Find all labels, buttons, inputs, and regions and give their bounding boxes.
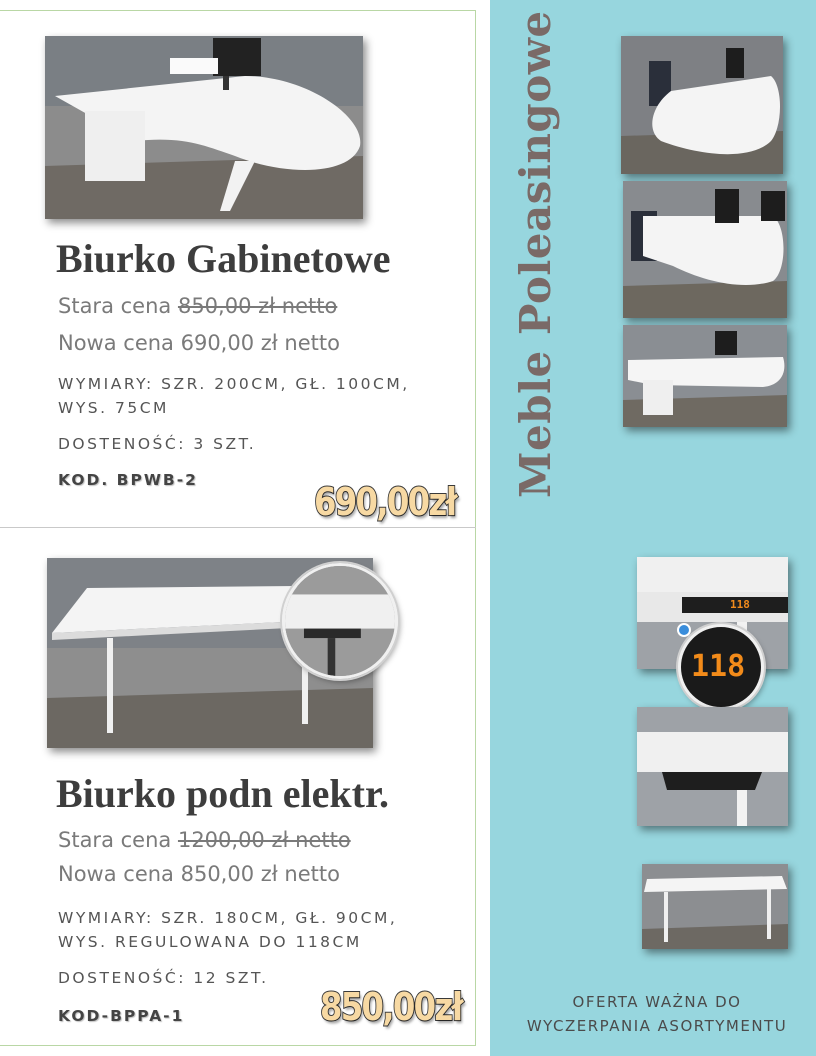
- product2-title: Biurko podn elektr.: [56, 771, 390, 816]
- product2-thumb-3: [642, 864, 788, 949]
- product2-availability: DOSTENOŚĆ: 12 SZT.: [58, 969, 269, 987]
- product2-thumb-2: [637, 707, 788, 826]
- product1-old-price-value: 850,00 zł netto: [177, 294, 338, 318]
- section-divider: [0, 527, 476, 528]
- product2-old-price: [58, 828, 351, 852]
- product1-title: Biurko Gabinetowe: [56, 236, 391, 281]
- zoom-indicator-dot: [677, 623, 691, 637]
- product2-dimensions-line1: WYMIARY: SZR. 180CM, GŁ. 90CM,: [58, 909, 398, 927]
- product1-thumb-2: [623, 181, 787, 318]
- product1-availability: DOSTENOŚĆ: 3 SZT.: [58, 435, 257, 453]
- display-zoom-digits: 118: [691, 649, 746, 684]
- product1-old-price-label: Stara cena: [58, 294, 172, 318]
- offer-line-2: WYCZERPANIA ASORTYMENTU: [526, 1017, 788, 1035]
- product1-thumb-1: [621, 36, 783, 174]
- product2-price-badge: 850,00zł: [320, 985, 462, 1029]
- product1-main-photo: [45, 36, 363, 219]
- product2-old-price-value: 1200,00 zł netto: [177, 828, 351, 852]
- offer-line-1: OFERTA WAŻNA DO: [572, 993, 742, 1011]
- product1-dimensions-line1: WYMIARY: SZR. 200CM, GŁ. 100CM,: [58, 375, 410, 393]
- product2-old-price-label: Stara cena: [58, 828, 172, 852]
- product1-code: KOD. BPWB-2: [58, 471, 198, 489]
- product1-dimensions-line2: WYS. 75CM: [58, 399, 169, 417]
- product2-zoom-inset: [282, 563, 398, 679]
- product1-new-price: Nowa cena 690,00 zł netto: [58, 331, 340, 355]
- offer-validity-note: [496, 990, 816, 1038]
- product2-dimensions: [58, 906, 397, 954]
- product2-code: KOD-BPPA-1: [58, 1007, 185, 1025]
- product1-old-price: [58, 294, 337, 318]
- control-panel-digits: 118: [730, 598, 750, 611]
- product1-price-badge: 690,00zł: [314, 480, 456, 524]
- product2-display-zoom: [678, 624, 764, 710]
- product1-dimensions: [58, 372, 410, 420]
- product2-dimensions-line2: WYS. REGULOWANA DO 118CM: [58, 933, 362, 951]
- product1-thumb-3: [623, 325, 787, 427]
- sidebar-title: Meble Poleasingowe: [511, 10, 560, 498]
- product2-new-price: Nowa cena 850,00 zł netto: [58, 862, 340, 886]
